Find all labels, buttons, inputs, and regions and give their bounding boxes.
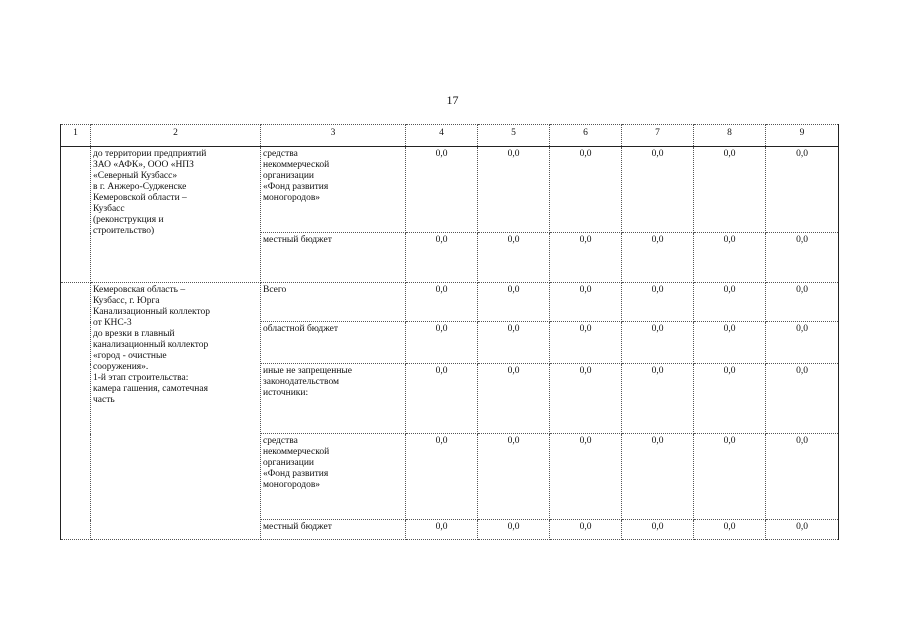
value-cell: 0,0 bbox=[550, 520, 622, 540]
row-number-cell bbox=[61, 147, 91, 283]
value-cell: 0,0 bbox=[406, 322, 478, 364]
value-cell: 0,0 bbox=[694, 434, 766, 520]
header-cell: 3 bbox=[261, 125, 406, 147]
value-cell: 0,0 bbox=[694, 364, 766, 434]
value-cell: 0,0 bbox=[478, 322, 550, 364]
source-cell: средства некоммерческой организации «Фонд развития моногородов» bbox=[261, 434, 406, 520]
value-cell: 0,0 bbox=[550, 147, 622, 233]
value-cell: 0,0 bbox=[766, 233, 839, 283]
value-cell: 0,0 bbox=[406, 233, 478, 283]
header-cell: 6 bbox=[550, 125, 622, 147]
header-cell: 1 bbox=[61, 125, 91, 147]
value-cell: 0,0 bbox=[406, 283, 478, 322]
value-cell: 0,0 bbox=[622, 322, 694, 364]
value-cell: 0,0 bbox=[766, 364, 839, 434]
source-cell: Всего bbox=[261, 283, 406, 322]
header-cell: 5 bbox=[478, 125, 550, 147]
value-cell: 0,0 bbox=[478, 233, 550, 283]
value-cell: 0,0 bbox=[694, 233, 766, 283]
value-cell: 0,0 bbox=[622, 233, 694, 283]
object-cell: до территории предприятий ЗАО «АФК», ООО «НПЗ «Северный Кузбасс» в г. Анжеро-Судженске Кемеровской области – Кузбасс (реконструкция и строительство) bbox=[91, 147, 261, 283]
header-cell: 7 bbox=[622, 125, 694, 147]
page-number: 17 bbox=[446, 93, 459, 107]
value-cell: 0,0 bbox=[406, 147, 478, 233]
value-cell: 0,0 bbox=[766, 147, 839, 233]
value-cell: 0,0 bbox=[550, 434, 622, 520]
source-cell: иные не запрещенные законодательством источники: bbox=[261, 364, 406, 434]
value-cell: 0,0 bbox=[550, 283, 622, 322]
value-cell: 0,0 bbox=[622, 283, 694, 322]
value-cell: 0,0 bbox=[406, 364, 478, 434]
value-cell: 0,0 bbox=[694, 147, 766, 233]
row-number-cell bbox=[61, 283, 91, 540]
header-cell: 2 bbox=[91, 125, 261, 147]
value-cell: 0,0 bbox=[550, 364, 622, 434]
value-cell: 0,0 bbox=[478, 147, 550, 233]
header-row bbox=[61, 125, 839, 147]
value-cell: 0,0 bbox=[766, 283, 839, 322]
source-cell: областной бюджет bbox=[261, 322, 406, 364]
header-cell: 8 bbox=[694, 125, 766, 147]
value-cell: 0,0 bbox=[622, 434, 694, 520]
value-cell: 0,0 bbox=[478, 364, 550, 434]
value-cell: 0,0 bbox=[478, 283, 550, 322]
value-cell: 0,0 bbox=[694, 520, 766, 540]
value-cell: 0,0 bbox=[622, 364, 694, 434]
budget-table bbox=[60, 124, 839, 540]
header-cell: 4 bbox=[406, 125, 478, 147]
header-cell: 9 bbox=[766, 125, 839, 147]
source-cell: местный бюджет bbox=[261, 520, 406, 540]
value-cell: 0,0 bbox=[622, 520, 694, 540]
value-cell: 0,0 bbox=[550, 233, 622, 283]
table-row bbox=[61, 147, 839, 233]
value-cell: 0,0 bbox=[766, 322, 839, 364]
value-cell: 0,0 bbox=[766, 434, 839, 520]
value-cell: 0,0 bbox=[406, 520, 478, 540]
object-cell: Кемеровская область – Кузбасс, г. Юрга Канализационный коллектор от КНС-3 до врезки в главный канализационный коллектор «город - очистные сооружения». 1-й этап строительства: камера гашения, самотечная часть bbox=[91, 283, 261, 540]
value-cell: 0,0 bbox=[694, 283, 766, 322]
value-cell: 0,0 bbox=[622, 147, 694, 233]
value-cell: 0,0 bbox=[406, 434, 478, 520]
value-cell: 0,0 bbox=[766, 520, 839, 540]
source-cell: средства некоммерческой организации «Фонд развития моногородов» bbox=[261, 147, 406, 233]
table-row bbox=[61, 283, 839, 322]
value-cell: 0,0 bbox=[478, 520, 550, 540]
value-cell: 0,0 bbox=[694, 322, 766, 364]
value-cell: 0,0 bbox=[550, 322, 622, 364]
source-cell: местный бюджет bbox=[261, 233, 406, 283]
value-cell: 0,0 bbox=[478, 434, 550, 520]
